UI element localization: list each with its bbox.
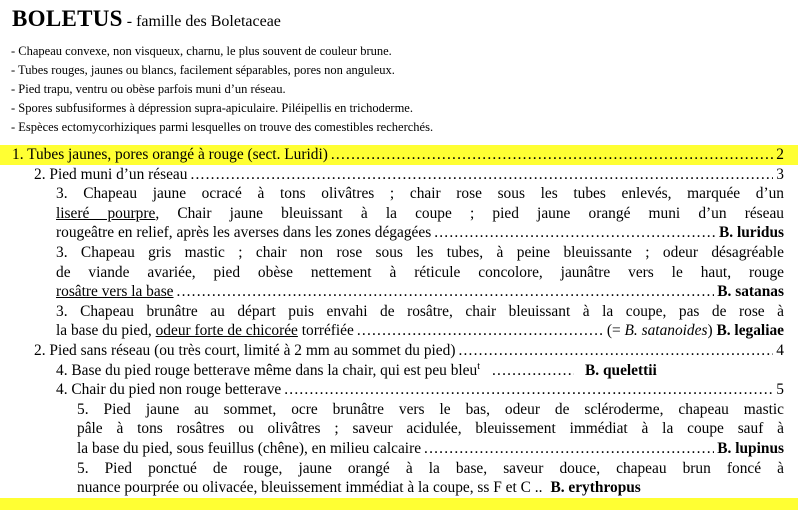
characteristic-line: - Espèces ectomycorhiziques parmi lesquelles on trouve des comestibles recherchés. xyxy=(11,120,434,134)
key-couplet-3b-line3 xyxy=(0,282,798,302)
leader-dots xyxy=(190,165,773,185)
next-couplet-highlight xyxy=(0,498,798,510)
couplet-text-part: torréfiée xyxy=(297,322,354,340)
genus-characteristics xyxy=(11,42,791,137)
genus-name: BOLETUS xyxy=(12,6,123,31)
underlined-trait: liseré pourpre xyxy=(56,204,156,222)
leader-dots xyxy=(434,223,716,243)
key-couplet-2b xyxy=(0,341,798,361)
couplet-target: 3 xyxy=(776,165,784,183)
couplet-text xyxy=(56,321,354,341)
couplet-text: 1. Tubes jaunes, pores orangé à rouge (sect. Luridi) xyxy=(12,146,328,163)
leader-dots xyxy=(424,439,714,459)
key-couplet-5a-line1: 5. Pied jaune au sommet, ocre brunâtre vers le bas, odeur de scléroderme, chapeau mastic xyxy=(77,400,784,418)
underlined-trait: odeur forte de chicorée xyxy=(155,322,298,340)
couplet-text: 2. Pied muni d’un réseau xyxy=(34,165,188,183)
key-couplet-3c-line1: 3. Chapeau brunâtre au départ puis envahi de rosâtre, chair bleuissant à la coupe, pas de rose à xyxy=(56,302,784,320)
key-couplet-2a xyxy=(0,165,798,185)
key-couplet-1 xyxy=(0,145,798,165)
couplet-text xyxy=(56,361,480,381)
leader-dots xyxy=(284,380,773,400)
leader-dots xyxy=(458,341,773,361)
key-couplet-3a-line3 xyxy=(0,223,798,243)
species-name: B. quelettii xyxy=(584,361,657,379)
couplet-text: la base du pied, sous feuillus (chêne), en milieu calcaire xyxy=(77,439,422,457)
key-couplet-3a-line2 xyxy=(0,204,798,224)
synonym-close: ) xyxy=(707,322,713,340)
characteristic-line: - Chapeau convexe, non visqueux, charnu, le plus souvent de couleur brune. xyxy=(11,44,392,58)
synonym-name: B. satanoides xyxy=(624,322,708,340)
couplet-target: 5 xyxy=(776,381,784,399)
couplet-text: nuance pourprée ou olivacée, bleuissement immédiat à la coupe, ss F et C .. xyxy=(77,479,543,497)
leader-dots xyxy=(492,361,574,381)
leader-dots xyxy=(177,282,715,302)
synonym xyxy=(607,321,784,341)
couplet-text: 4. Chair du pied non rouge betterave xyxy=(56,381,282,399)
leader-dots xyxy=(357,321,604,341)
underlined-trait: rosâtre vers la base xyxy=(56,283,174,301)
key-couplet-3b-line2: de viande avariée, pied obèse nettement à réticule concolore, jaunâtre vers le haut, rouge xyxy=(56,263,784,281)
key-couplet-5b-line1: 5. Pied ponctué de rouge, jaune orangé à la base, saveur douce, chapeau brun foncé à xyxy=(77,459,784,477)
species-name: B. satanas xyxy=(717,283,784,301)
identification-key xyxy=(0,145,798,510)
key-couplet-4b xyxy=(0,380,798,400)
key-couplet-3c-line2 xyxy=(0,321,798,341)
couplet-text: , Chair jaune bleuissant à la coupe ; pied jaune orangé muni d’un réseau xyxy=(155,204,784,222)
page-title xyxy=(12,6,281,32)
characteristic-line: - Pied trapu, ventru ou obèse parfois muni d’un réseau. xyxy=(11,82,286,96)
couplet-text: rougeâtre en relief, après les averses dans les zones dégagées xyxy=(56,224,432,242)
key-couplet-3a-line1: 3. Chapeau jaune ocracé à tons olivâtres ; chair rose sous les tubes enlevés, marquée d’un xyxy=(56,185,784,203)
couplet-text-part: 4. Base du pied rouge betterave même dans la chair, qui est peu bleu xyxy=(56,361,478,379)
family-name: - famille des Boletaceae xyxy=(122,13,281,30)
couplet-target: 2 xyxy=(776,146,784,163)
key-couplet-5b-line2 xyxy=(0,478,798,498)
species-name: B. lupinus xyxy=(717,439,784,457)
species-name: B. erythropus xyxy=(550,479,641,497)
species-name: B. luridus xyxy=(718,224,784,242)
characteristic-line: - Tubes rouges, jaunes ou blancs, facilement séparables, pores non anguleux. xyxy=(11,63,395,77)
key-couplet-5a-line3 xyxy=(0,439,798,459)
couplet-target: 4 xyxy=(776,341,784,359)
superscript: t xyxy=(477,360,480,372)
couplet-text: 2. Pied sans réseau (ou très court, limité à 2 mm au sommet du pied) xyxy=(34,341,456,359)
leader-dots xyxy=(331,145,773,165)
species-name: B. legaliae xyxy=(716,322,784,340)
couplet-text-part: la base du pied, xyxy=(56,322,156,340)
key-couplet-3b-line1: 3. Chapeau gris mastic ; chair non rose sous les tubes, à peine bleuissante ; odeur désagréable xyxy=(56,243,784,261)
key-couplet-4a xyxy=(0,361,798,381)
synonym-open: (= xyxy=(606,322,625,340)
characteristic-line: - Spores subfusiformes à dépression supra-apiculaire. Piléipellis en trichoderme. xyxy=(11,101,413,115)
key-couplet-5a-line2: pâle à tons rosâtres ou olivâtres ; saveur acidulée, bleuissement immédiat à la coupe sauf à xyxy=(77,420,784,438)
